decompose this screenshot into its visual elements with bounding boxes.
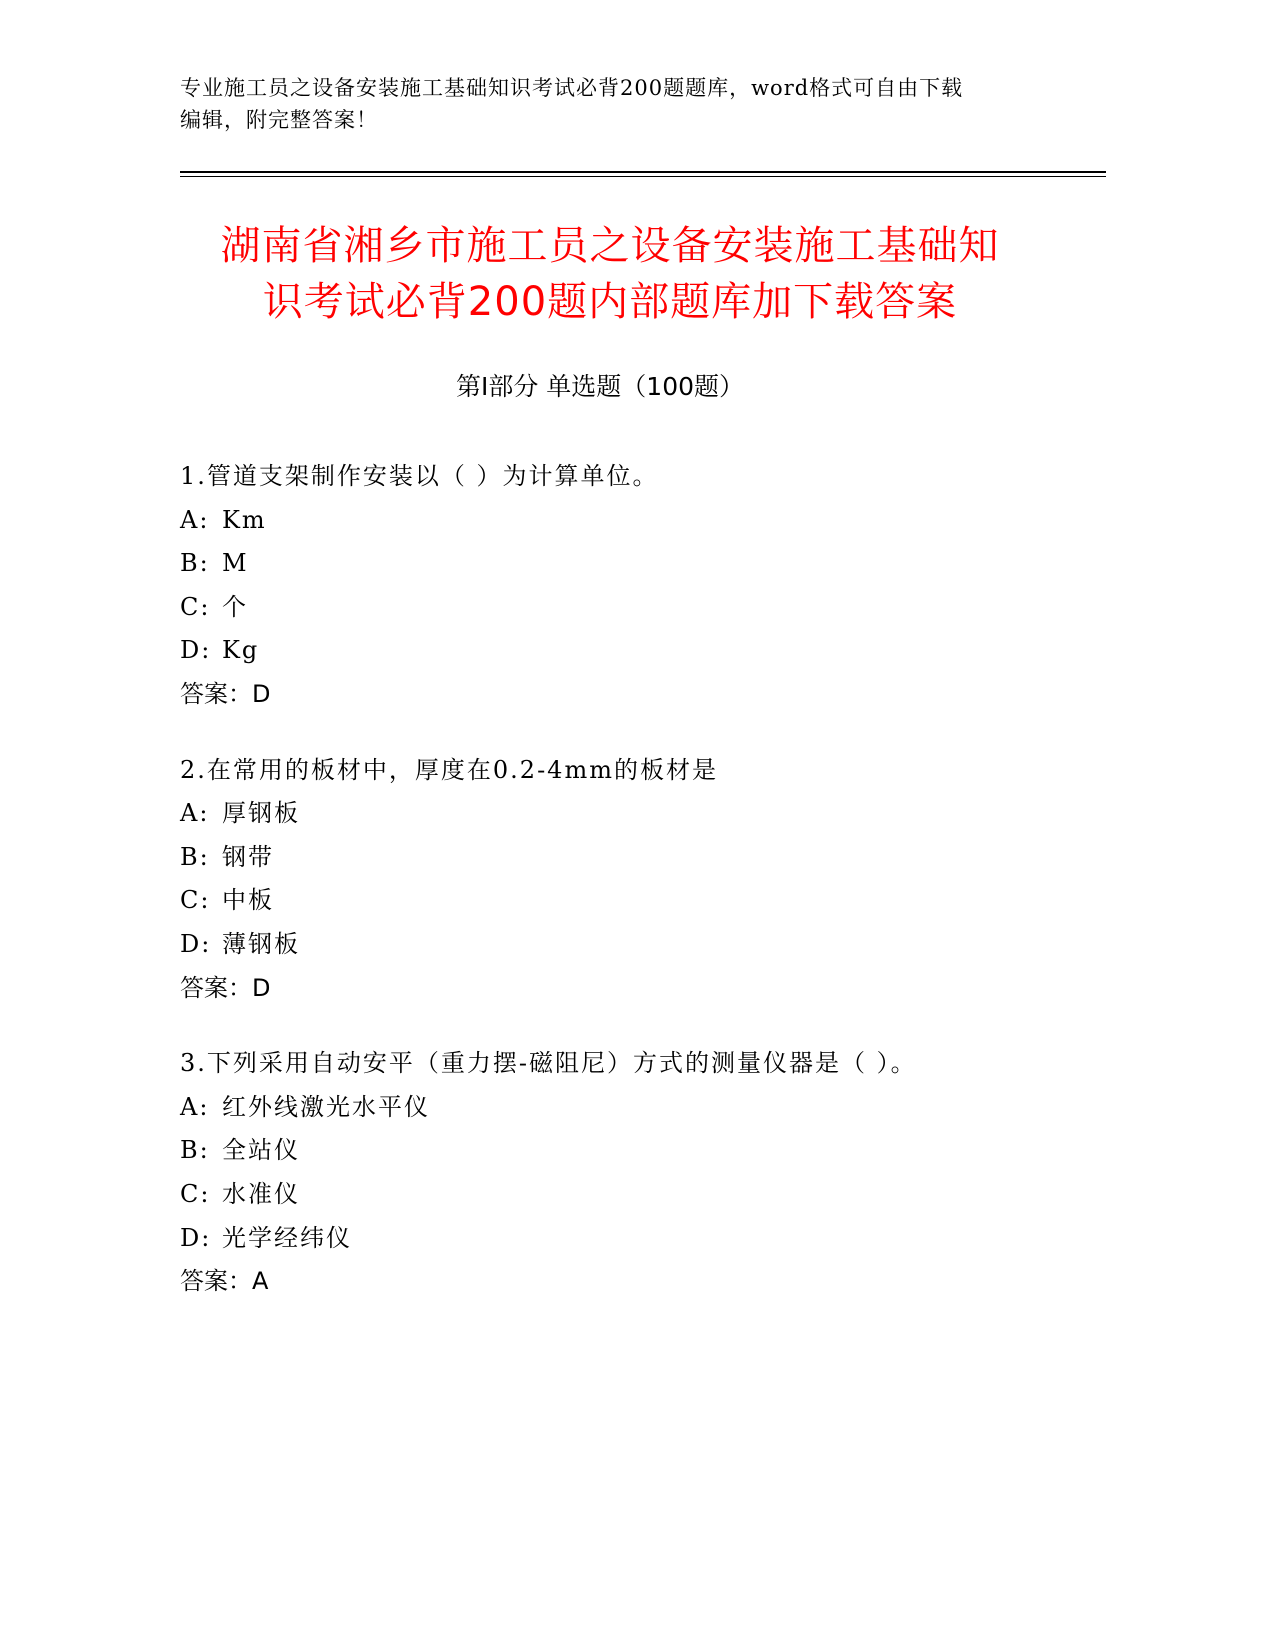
option-text: Kg [222,636,260,665]
answer-label: 答案： [180,679,252,708]
option-d [180,923,1080,967]
option-letter: C: [180,592,211,621]
option-letter: A: [180,1092,210,1121]
option-text: 中板 [222,886,274,915]
option-b [180,542,1080,586]
option-a [180,499,1080,543]
question-3 [180,1042,1080,1304]
option-d [180,1217,1080,1261]
option-c [180,879,1080,923]
option-letter: B: [180,549,210,578]
option-text: 厚钢板 [222,799,300,828]
document-title [160,218,1060,330]
option-text: 全站仪 [222,1136,300,1165]
option-text: 光学经纬仪 [222,1223,352,1252]
answer-value: D [252,679,271,708]
option-b [180,1129,1080,1173]
option-letter: C: [180,886,211,915]
option-text: 钢带 [222,842,274,871]
answer-line [180,1260,1080,1304]
option-d [180,629,1080,673]
answer-value: D [252,973,271,1002]
option-letter: D: [180,929,212,958]
question-2 [180,749,1080,1011]
option-text: M [222,549,249,578]
option-letter: B: [180,842,210,871]
option-c [180,586,1080,630]
question-stem: 2.在常用的板材中，厚度在0.2-4mm的板材是 [180,755,718,784]
header-note [180,72,1040,136]
header-divider-thin [180,176,1106,177]
option-text: 个 [222,592,248,621]
option-text: 水准仪 [222,1179,300,1208]
header-note-line-2: 编辑，附完整答案！ [180,108,378,132]
section-title: 第Ⅰ部分 单选题（100题） [455,372,745,401]
answer-line [180,673,1080,717]
option-letter: A: [180,799,210,828]
option-letter: D: [180,636,212,665]
option-c [180,1173,1080,1217]
option-b [180,836,1080,880]
answer-value: A [252,1267,269,1296]
document-title-line-2: 识考试必背200题内部题库加下载答案 [262,279,958,325]
option-text: 薄钢板 [222,929,300,958]
answer-label: 答案： [180,973,252,1002]
option-letter: D: [180,1223,212,1252]
option-a [180,1086,1080,1130]
document-title-line-1: 湖南省湘乡市施工员之设备安装施工基础知 [220,223,1000,269]
option-letter: A: [180,505,210,534]
question-list [180,455,1080,1336]
question-stem: 3.下列采用自动安平（重力摆-磁阻尼）方式的测量仪器是（ ）。 [180,1049,917,1078]
option-text: 红外线激光水平仪 [222,1092,430,1121]
option-letter: C: [180,1179,211,1208]
answer-line [180,967,1080,1011]
question-1 [180,455,1080,717]
answer-label: 答案： [180,1267,252,1296]
option-text: Km [222,505,267,534]
header-divider-thick [180,171,1106,173]
header-note-line-1: 专业施工员之设备安装施工基础知识考试必背200题题库，word格式可自由下载 [180,76,964,100]
option-letter: B: [180,1136,210,1165]
option-a [180,792,1080,836]
question-stem: 1.管道支架制作安装以（ ）为计算单位。 [180,462,659,490]
